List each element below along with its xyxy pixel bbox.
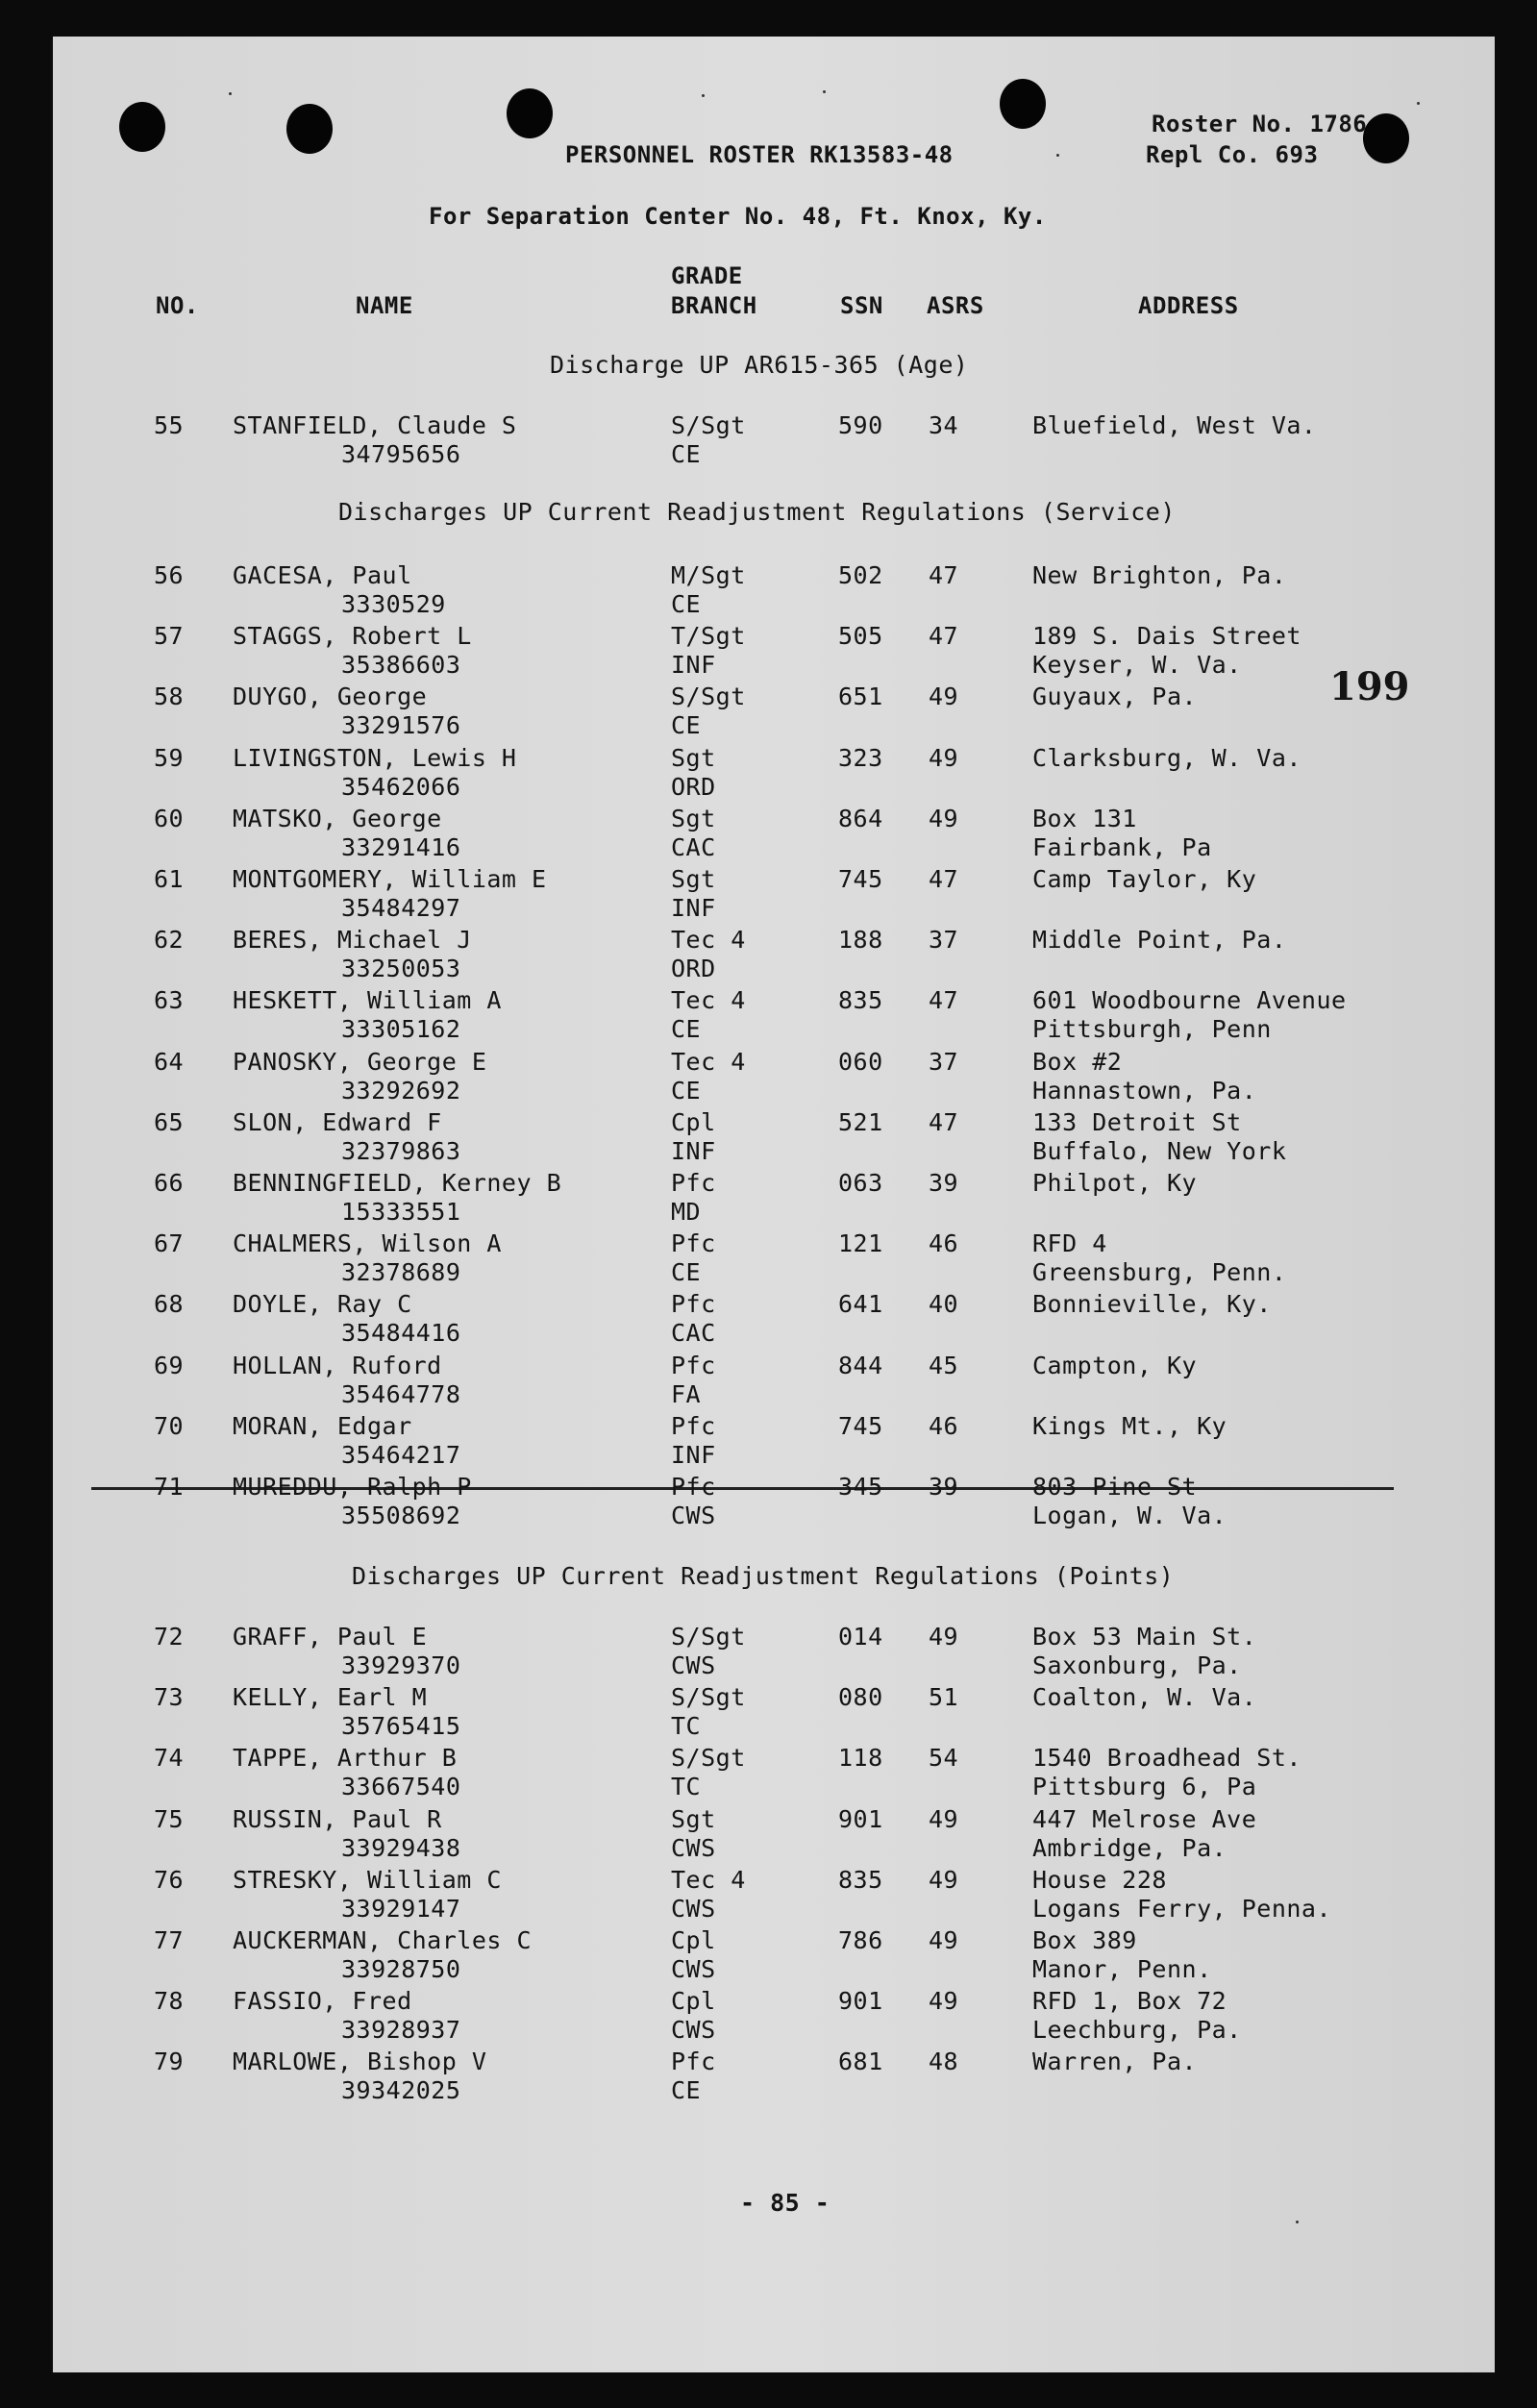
army-serial-number: 33929370	[341, 1651, 461, 1679]
branch: CE	[671, 590, 702, 618]
grade: S/Sgt	[671, 411, 746, 439]
address-line-1: Box 389	[1032, 1926, 1137, 1954]
row-number: 70	[154, 1412, 185, 1440]
branch: CE	[671, 1015, 702, 1043]
asrs-score: 47	[929, 986, 959, 1014]
asrs-score: 49	[929, 1623, 959, 1651]
soldier-name: KELLY, Earl M	[233, 1683, 428, 1711]
replacement-company: Repl Co. 693	[1146, 141, 1319, 168]
address-line-2: Manor, Penn.	[1032, 1955, 1212, 1983]
branch: INF	[671, 894, 716, 922]
soldier-name: GRAFF, Paul E	[233, 1623, 428, 1651]
ssn: 835	[838, 1866, 883, 1894]
row-number: 65	[154, 1108, 185, 1136]
row-number: 64	[154, 1048, 185, 1076]
ssn: 121	[838, 1229, 883, 1257]
army-serial-number: 33291576	[341, 711, 461, 739]
row-number: 77	[154, 1926, 185, 1954]
army-serial-number: 39342025	[341, 2076, 461, 2104]
asrs-score: 47	[929, 1108, 959, 1136]
army-serial-number: 33928937	[341, 2016, 461, 2044]
ssn: 188	[838, 926, 883, 954]
grade: Pfc	[671, 1473, 716, 1501]
army-serial-number: 33928750	[341, 1955, 461, 1983]
soldier-name: AUCKERMAN, Charles C	[233, 1926, 533, 1954]
soldier-name: DUYGO, George	[233, 683, 428, 710]
row-number: 60	[154, 805, 185, 832]
address-line-1: House 228	[1032, 1866, 1167, 1894]
asrs-score: 39	[929, 1473, 959, 1501]
column-header-name: NAME	[356, 292, 413, 319]
punch-hole	[1000, 79, 1046, 129]
row-number: 69	[154, 1352, 185, 1379]
branch: CE	[671, 1258, 702, 1286]
grade: S/Sgt	[671, 1744, 746, 1772]
army-serial-number: 33929147	[341, 1895, 461, 1923]
address-line-1: 189 S. Dais Street	[1032, 622, 1301, 650]
address-line-1: Kings Mt., Ky	[1032, 1412, 1227, 1440]
address-line-1: Campton, Ky	[1032, 1352, 1198, 1379]
address-line-1: Clarksburg, W. Va.	[1032, 744, 1301, 772]
column-header-ssn: SSN	[840, 292, 883, 319]
branch: CE	[671, 440, 702, 468]
army-serial-number: 33250053	[341, 955, 461, 982]
row-number: 79	[154, 2048, 185, 2075]
ssn: 681	[838, 2048, 883, 2075]
ssn: 864	[838, 805, 883, 832]
address-line-1: Middle Point, Pa.	[1032, 926, 1287, 954]
grade: M/Sgt	[671, 561, 746, 589]
ssn: 014	[838, 1623, 883, 1651]
asrs-score: 45	[929, 1352, 959, 1379]
asrs-score: 46	[929, 1412, 959, 1440]
ssn: 323	[838, 744, 883, 772]
army-serial-number: 35484297	[341, 894, 461, 922]
soldier-name: STANFIELD, Claude S	[233, 411, 517, 439]
ssn: 835	[838, 986, 883, 1014]
ssn: 786	[838, 1926, 883, 1954]
branch: CWS	[671, 2016, 716, 2044]
asrs-score: 49	[929, 1805, 959, 1833]
address-line-2: Logan, W. Va.	[1032, 1502, 1227, 1529]
ssn: 641	[838, 1290, 883, 1318]
row-number: 61	[154, 865, 185, 893]
row-number: 63	[154, 986, 185, 1014]
branch: CWS	[671, 1895, 716, 1923]
ssn: 060	[838, 1048, 883, 1076]
grade: Pfc	[671, 2048, 716, 2075]
army-serial-number: 33292692	[341, 1077, 461, 1105]
asrs-score: 49	[929, 1926, 959, 1954]
soldier-name: FASSIO, Fred	[233, 1987, 412, 2015]
row-number: 66	[154, 1169, 185, 1197]
grade: Tec 4	[671, 986, 746, 1014]
row-number: 58	[154, 683, 185, 710]
asrs-score: 47	[929, 622, 959, 650]
paper-speck	[1296, 2221, 1299, 2223]
soldier-name: LIVINGSTON, Lewis H	[233, 744, 517, 772]
soldier-name: STRESKY, William C	[233, 1866, 502, 1894]
row-number: 75	[154, 1805, 185, 1833]
address-line-1: RFD 1, Box 72	[1032, 1987, 1227, 2015]
address-line-1: Coalton, W. Va.	[1032, 1683, 1257, 1711]
army-serial-number: 33929438	[341, 1834, 461, 1862]
branch: ORD	[671, 955, 716, 982]
asrs-score: 48	[929, 2048, 959, 2075]
grade: Pfc	[671, 1290, 716, 1318]
asrs-score: 40	[929, 1290, 959, 1318]
ssn: 844	[838, 1352, 883, 1379]
army-serial-number: 15333551	[341, 1198, 461, 1226]
grade: Pfc	[671, 1229, 716, 1257]
soldier-name: CHALMERS, Wilson A	[233, 1229, 502, 1257]
branch: MD	[671, 1198, 702, 1226]
grade: S/Sgt	[671, 1683, 746, 1711]
ssn: 345	[838, 1473, 883, 1501]
ssn: 590	[838, 411, 883, 439]
soldier-name: BENNINGFIELD, Kerney B	[233, 1169, 562, 1197]
roster-number: Roster No. 1786	[1152, 111, 1368, 137]
asrs-score: 54	[929, 1744, 959, 1772]
grade: Sgt	[671, 805, 716, 832]
address-line-1: 601 Woodbourne Avenue	[1032, 986, 1347, 1014]
asrs-score: 39	[929, 1169, 959, 1197]
address-line-1: RFD 4	[1032, 1229, 1107, 1257]
soldier-name: BERES, Michael J	[233, 926, 472, 954]
soldier-name: GACESA, Paul	[233, 561, 412, 589]
row-number: 74	[154, 1744, 185, 1772]
row-number: 67	[154, 1229, 185, 1257]
branch: CWS	[671, 1502, 716, 1529]
row-number: 56	[154, 561, 185, 589]
soldier-name: MUREDDU, Ralph P	[233, 1473, 472, 1501]
branch: INF	[671, 1441, 716, 1469]
asrs-score: 51	[929, 1683, 959, 1711]
ssn: 505	[838, 622, 883, 650]
address-line-1: Bonnieville, Ky.	[1032, 1290, 1272, 1318]
branch: ORD	[671, 773, 716, 801]
paper-speck	[229, 92, 232, 95]
soldier-name: RUSSIN, Paul R	[233, 1805, 442, 1833]
address-line-1: Camp Taylor, Ky	[1032, 865, 1257, 893]
asrs-score: 49	[929, 805, 959, 832]
asrs-score: 34	[929, 411, 959, 439]
paper-speck	[1417, 102, 1420, 105]
column-header-no: NO.	[156, 292, 199, 319]
ssn: 651	[838, 683, 883, 710]
asrs-score: 49	[929, 1866, 959, 1894]
section-heading: Discharges UP Current Readjustment Regulations (Service)	[338, 498, 1176, 526]
address-line-1: Box #2	[1032, 1048, 1123, 1076]
asrs-score: 37	[929, 926, 959, 954]
roster-title: PERSONNEL ROSTER RK13583-48	[565, 141, 954, 168]
row-number: 55	[154, 411, 185, 439]
grade: Pfc	[671, 1352, 716, 1379]
ssn: 901	[838, 1805, 883, 1833]
branch: CWS	[671, 1834, 716, 1862]
punch-hole	[286, 104, 333, 154]
row-number: 62	[154, 926, 185, 954]
address-line-2: Buffalo, New York	[1032, 1137, 1287, 1165]
grade: Tec 4	[671, 926, 746, 954]
page-stamp: 199	[1329, 664, 1410, 709]
punch-hole	[1363, 113, 1409, 163]
asrs-score: 49	[929, 683, 959, 710]
address-line-1: 133 Detroit St	[1032, 1108, 1242, 1136]
soldier-name: HESKETT, William A	[233, 986, 502, 1014]
branch: TC	[671, 1712, 702, 1740]
army-serial-number: 35765415	[341, 1712, 461, 1740]
army-serial-number: 35462066	[341, 773, 461, 801]
asrs-score: 37	[929, 1048, 959, 1076]
row-number: 59	[154, 744, 185, 772]
army-serial-number: 32378689	[341, 1258, 461, 1286]
branch: CAC	[671, 1319, 716, 1347]
soldier-name: STAGGS, Robert L	[233, 622, 472, 650]
asrs-score: 47	[929, 561, 959, 589]
grade: Sgt	[671, 744, 716, 772]
army-serial-number: 3330529	[341, 590, 446, 618]
document-page	[53, 37, 1495, 2372]
column-header-asrs: ASRS	[927, 292, 984, 319]
address-line-2: Logans Ferry, Penna.	[1032, 1895, 1332, 1923]
army-serial-number: 35508692	[341, 1502, 461, 1529]
grade: S/Sgt	[671, 683, 746, 710]
address-line-1: New Brighton, Pa.	[1032, 561, 1287, 589]
address-line-1: Warren, Pa.	[1032, 2048, 1198, 2075]
grade: Cpl	[671, 1926, 716, 1954]
soldier-name: MONTGOMERY, William E	[233, 865, 547, 893]
address-line-2: Ambridge, Pa.	[1032, 1834, 1227, 1862]
army-serial-number: 34795656	[341, 440, 461, 468]
grade: S/Sgt	[671, 1623, 746, 1651]
branch: CE	[671, 711, 702, 739]
address-line-2: Hannastown, Pa.	[1032, 1077, 1257, 1105]
row-number: 72	[154, 1623, 185, 1651]
address-line-2: Leechburg, Pa.	[1032, 2016, 1242, 2044]
section-heading: Discharges UP Current Readjustment Regulations (Points)	[352, 1562, 1175, 1590]
punch-hole	[507, 88, 553, 138]
ssn: 080	[838, 1683, 883, 1711]
paper-speck	[1056, 154, 1059, 157]
ssn: 521	[838, 1108, 883, 1136]
address-line-2: Saxonburg, Pa.	[1032, 1651, 1242, 1679]
soldier-name: SLON, Edward F	[233, 1108, 442, 1136]
punch-hole	[119, 102, 165, 152]
asrs-score: 47	[929, 865, 959, 893]
row-number: 68	[154, 1290, 185, 1318]
soldier-name: HOLLAN, Ruford	[233, 1352, 442, 1379]
page-subtitle: For Separation Center No. 48, Ft. Knox, Ky.	[429, 203, 1047, 230]
ssn: 745	[838, 865, 883, 893]
army-serial-number: 33291416	[341, 833, 461, 861]
branch: CWS	[671, 1955, 716, 1983]
army-serial-number: 33305162	[341, 1015, 461, 1043]
branch: CWS	[671, 1651, 716, 1679]
address-line-2: Greensburg, Penn.	[1032, 1258, 1287, 1286]
paper-speck	[823, 90, 826, 93]
branch: CE	[671, 1077, 702, 1105]
row-number: 76	[154, 1866, 185, 1894]
army-serial-number: 33667540	[341, 1773, 461, 1800]
asrs-score: 49	[929, 1987, 959, 2015]
address-line-1: Guyaux, Pa.	[1032, 683, 1198, 710]
branch: FA	[671, 1380, 702, 1408]
column-header-address: ADDRESS	[1138, 292, 1239, 319]
branch: INF	[671, 651, 716, 679]
grade: Sgt	[671, 865, 716, 893]
row-number: 73	[154, 1683, 185, 1711]
address-line-1: 1540 Broadhead St.	[1032, 1744, 1301, 1772]
army-serial-number: 32379863	[341, 1137, 461, 1165]
soldier-name: MATSKO, George	[233, 805, 442, 832]
address-line-1: Box 131	[1032, 805, 1137, 832]
address-line-2: Pittsburgh, Penn	[1032, 1015, 1272, 1043]
army-serial-number: 35386603	[341, 651, 461, 679]
address-line-1: 447 Melrose Ave	[1032, 1805, 1257, 1833]
army-serial-number: 35464778	[341, 1380, 461, 1408]
grade: T/Sgt	[671, 622, 746, 650]
paper-speck	[702, 94, 705, 97]
soldier-name: DOYLE, Ray C	[233, 1290, 412, 1318]
address-line-1: Box 53 Main St.	[1032, 1623, 1257, 1651]
soldier-name: PANOSKY, George E	[233, 1048, 487, 1076]
soldier-name: TAPPE, Arthur B	[233, 1744, 458, 1772]
address-line-2: Fairbank, Pa	[1032, 833, 1212, 861]
address-line-2: Keyser, W. Va.	[1032, 651, 1242, 679]
soldier-name: MORAN, Edgar	[233, 1412, 412, 1440]
ssn: 745	[838, 1412, 883, 1440]
grade: Cpl	[671, 1987, 716, 2015]
asrs-score: 46	[929, 1229, 959, 1257]
page-number: - 85 -	[740, 2189, 830, 2217]
army-serial-number: 35464217	[341, 1441, 461, 1469]
soldier-name: MARLOWE, Bishop V	[233, 2048, 487, 2075]
branch: TC	[671, 1773, 702, 1800]
column-header-branch: BRANCH	[671, 292, 757, 319]
address-line-1: Philpot, Ky	[1032, 1169, 1198, 1197]
ssn: 502	[838, 561, 883, 589]
grade: Pfc	[671, 1169, 716, 1197]
row-number: 57	[154, 622, 185, 650]
branch: CAC	[671, 833, 716, 861]
address-line-1: Bluefield, West Va.	[1032, 411, 1317, 439]
section-heading: Discharge UP AR615-365 (Age)	[550, 351, 969, 379]
ssn: 063	[838, 1169, 883, 1197]
ssn: 901	[838, 1987, 883, 2015]
grade: Tec 4	[671, 1866, 746, 1894]
grade: Sgt	[671, 1805, 716, 1833]
grade: Cpl	[671, 1108, 716, 1136]
column-header-grade: GRADE	[671, 262, 743, 289]
address-line-2: Pittsburg 6, Pa	[1032, 1773, 1257, 1800]
row-number: 71	[154, 1473, 185, 1501]
grade: Pfc	[671, 1412, 716, 1440]
asrs-score: 49	[929, 744, 959, 772]
ssn: 118	[838, 1744, 883, 1772]
branch: CE	[671, 2076, 702, 2104]
branch: INF	[671, 1137, 716, 1165]
row-number: 78	[154, 1987, 185, 2015]
grade: Tec 4	[671, 1048, 746, 1076]
army-serial-number: 35484416	[341, 1319, 461, 1347]
address-line-1: 803 Pine St	[1032, 1473, 1198, 1501]
